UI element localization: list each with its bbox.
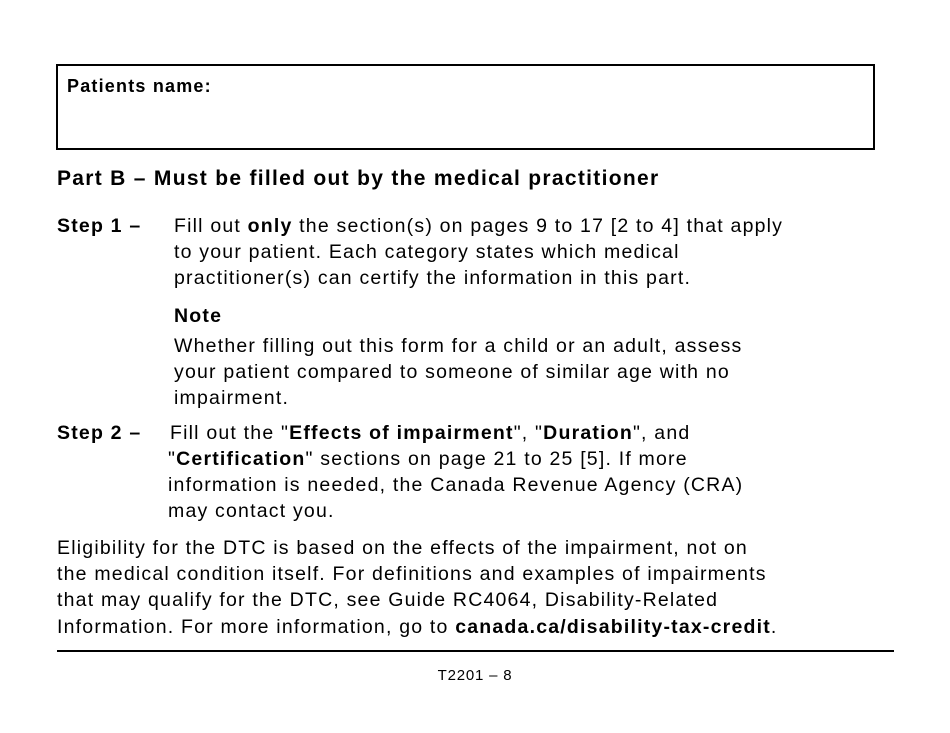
step1-label: Step 1 –: [57, 215, 142, 237]
patient-name-field[interactable]: [56, 64, 875, 150]
dtc-link[interactable]: canada.ca/disability-tax-credit: [455, 616, 771, 638]
paragraph-line: that may qualify for the DTC, see Guide RC4064, Disability-Related: [57, 589, 719, 611]
step1-line: practitioner(s) can certify the information in this part.: [174, 267, 692, 289]
section-heading: Part B – Must be filled out by the medical practitioner: [57, 167, 660, 190]
step1-line: Fill out only the section(s) on pages 9 to 17 [2 to 4] that apply: [174, 215, 784, 237]
note-title: Note: [174, 305, 223, 327]
page-number: T2201 – 8: [437, 667, 513, 684]
paragraph-line: the medical condition itself. For definitions and examples of impairments: [57, 563, 767, 585]
step2-line: Fill out the "Effects of impairment", "Duration", and: [170, 422, 691, 444]
step2-line: "Certification" sections on page 21 to 25 [5]. If more: [168, 448, 688, 470]
note-line: impairment.: [174, 387, 290, 409]
paragraph-line: Information. For more information, go to canada.ca/disability-tax-credit.: [57, 616, 778, 638]
step1-line: to your patient. Each category states which medical: [174, 241, 680, 263]
footer-divider: [57, 650, 894, 652]
note-line: your patient compared to someone of similar age with no: [174, 361, 730, 383]
step2-label: Step 2 –: [57, 422, 142, 444]
paragraph-line: Eligibility for the DTC is based on the effects of the impairment, not on: [57, 537, 748, 559]
step2-line: information is needed, the Canada Revenue Agency (CRA): [168, 474, 744, 496]
patient-name-label: Patients name:: [67, 76, 212, 96]
step2-line: may contact you.: [168, 500, 335, 522]
note-line: Whether filling out this form for a child or an adult, assess: [174, 335, 743, 357]
